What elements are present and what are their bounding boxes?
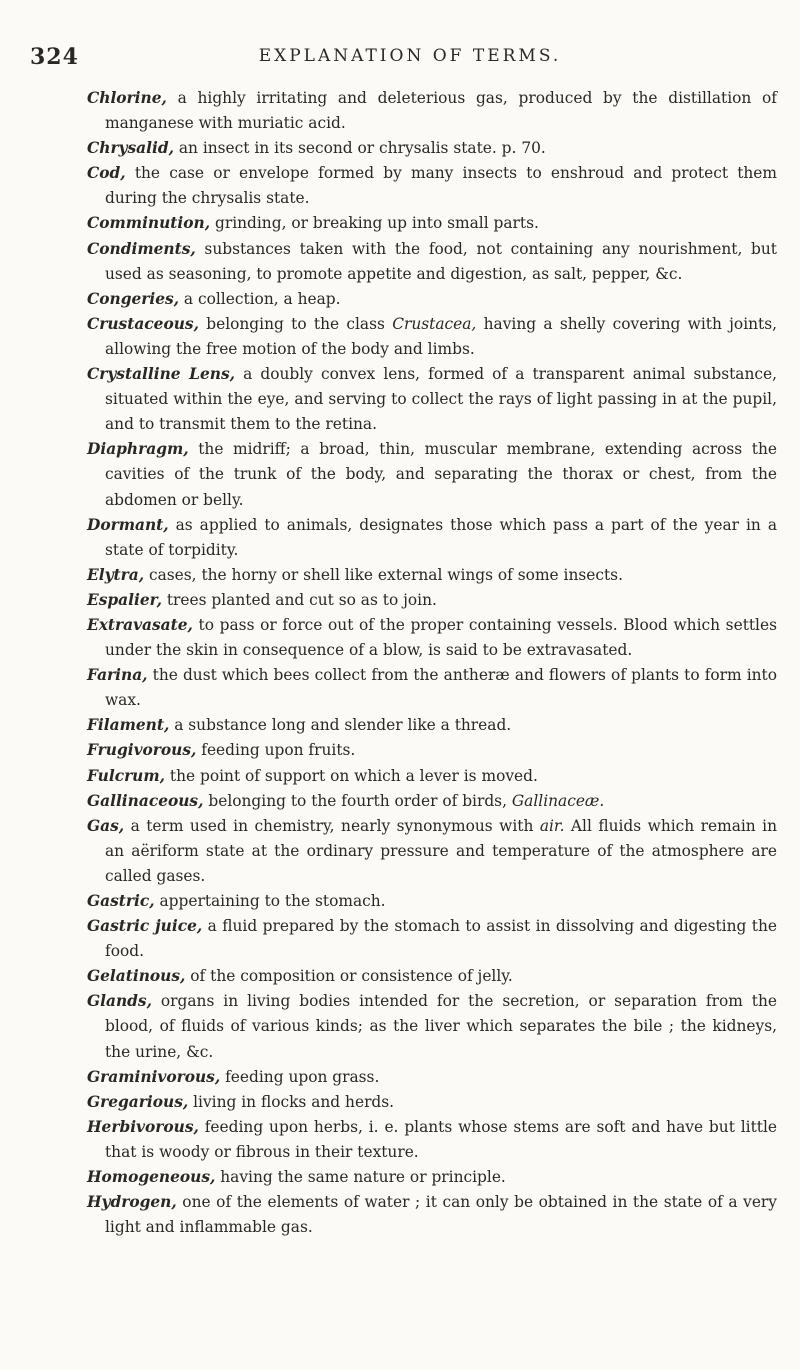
definition-text: an insect in its second or chrysalis state. p. 70. (173, 139, 546, 158)
glossary-term: Gastric, (87, 892, 155, 910)
glossary-term: Cod, (87, 164, 126, 183)
glossary-entry (87, 663, 777, 713)
definition-text: of the composition or consistence of jelly. (185, 967, 513, 986)
glossary-entry (87, 362, 777, 437)
definition-text: to pass or force out of the proper containing vessels. Blood which settles under the skin in consequence of a blow, is said to be extravasated. (105, 615, 777, 660)
glossary-entry (87, 437, 777, 512)
italic-reference: Gallinaceæ. (511, 791, 605, 810)
definition-text: a substance long and slender like a thread. (169, 716, 512, 735)
definition-text: a collection, a heap. (179, 289, 341, 308)
glossary-entry (87, 1115, 777, 1165)
glossary-term: Extravasate, (87, 615, 193, 634)
italic-reference: air. (539, 816, 565, 835)
glossary-entry (87, 1065, 777, 1090)
glossary-entry (87, 764, 777, 789)
definition-text: the case or envelope formed by many insects to enshroud and protect them during the chrysalis state. (105, 164, 777, 208)
glossary-term: Homogeneous, (87, 1168, 216, 1187)
definition-text: substances taken with the food, not containing any nourishment, but used as seasoning, to promote appetite and digestion, as salt, pepper, &c. (105, 239, 777, 283)
definition-text: grinding, or breaking up into small parts. (210, 214, 539, 233)
glossary-entry (87, 287, 777, 312)
glossary-entry (87, 136, 777, 161)
glossary-term: Comminution, (87, 214, 211, 233)
glossary-entry (87, 237, 777, 287)
definition-text: feeding upon fruits. (196, 741, 356, 760)
glossary-entry (87, 1090, 777, 1115)
definition-text: cases, the horny or shell like external wings of some insects. (144, 565, 623, 584)
definition-text: a doubly convex lens, formed of a transparent animal substance, situated within the eye, and serving to collect the rays of light passing in at the pupil, and to transmit them to the retina. (105, 365, 777, 434)
definition-text: living in flocks and herds. (188, 1092, 395, 1111)
glossary-term: Fulcrum, (87, 766, 166, 785)
definition-text: belonging to the class (198, 314, 393, 333)
glossary-entry (87, 914, 777, 964)
definition-text: a fluid prepared by the stomach to assist in dissolving and digesting the food. (105, 917, 777, 961)
glossary-entry (87, 989, 777, 1064)
glossary-term: Hydrogen, (87, 1193, 177, 1212)
definition-text: feeding upon herbs, i. e. plants whose stems are soft and have but little that is woody or fibrous in their texture. (105, 1117, 777, 1161)
definition-text: appertaining to the stomach. (154, 892, 386, 910)
definition-text: the dust which bees collect from the antheræ and flowers of plants to form into wax. (105, 666, 777, 710)
glossary-term: Dormant, (87, 515, 169, 534)
glossary-term: Chrysalid, (87, 139, 174, 158)
glossary-term: Filament, (87, 716, 170, 735)
definition-text: having the same nature or principle. (215, 1168, 506, 1187)
glossary-term: Chlorine, (87, 89, 167, 107)
glossary-entry (87, 513, 777, 563)
glossary-term: Gastric juice, (87, 917, 203, 936)
glossary-entry (87, 713, 777, 738)
definition-text: feeding upon grass. (220, 1067, 380, 1086)
glossary-term: Herbivorous, (87, 1117, 199, 1136)
definition-text: a term used in chemistry, nearly synonymous with (124, 816, 540, 835)
definition-text: having a shelly covering with joints, allowing the free motion of the body and limbs. (105, 314, 778, 358)
glossary-term: Gas, (87, 816, 125, 835)
glossary-term: Crustaceous, (87, 314, 199, 333)
glossary-entry (87, 889, 777, 914)
glossary-term: Condiments, (87, 239, 196, 258)
glossary-entry (87, 211, 777, 236)
glossary-entry (87, 613, 777, 663)
glossary-entry (87, 1165, 777, 1190)
definition-text: one of the elements of water ; it can only be obtained in the state of a very light and inflammable gas. (105, 1193, 777, 1237)
definition-text: belonging to the fourth order of birds, (203, 791, 512, 810)
glossary-entry (87, 814, 777, 889)
glossary-term: Congeries, (87, 289, 180, 308)
definition-text: All fluids which remain in an aëriform state at the ordinary pressure and temperature of the atmosphere are called gases. (105, 816, 777, 885)
glossary-term: Gelatinous, (87, 967, 186, 986)
definition-text: the point of support on which a lever is moved. (165, 766, 538, 785)
definition-text: trees planted and cut so as to join. (161, 590, 437, 609)
glossary-entry (87, 964, 777, 989)
glossary-term: Graminivorous, (87, 1067, 221, 1086)
glossary-term: Farina, (87, 666, 148, 685)
glossary-entry (87, 1190, 777, 1240)
glossary-term: Elytra, (87, 565, 145, 584)
glossary-term: Glands, (87, 992, 152, 1011)
definition-text: as applied to animals, designates those which pass a part of the year in a state of torpidity. (105, 515, 777, 559)
definition-text: a highly irritating and deleterious gas, produced by the distillation of manganese with muriatic acid. (105, 89, 777, 133)
page-number: 324 (30, 44, 79, 70)
glossary-entry (87, 161, 777, 211)
glossary-entry (87, 563, 777, 588)
glossary-entry (87, 312, 777, 362)
running-head: EXPLANATION OF TERMS. (258, 46, 562, 66)
glossary-entry (87, 738, 777, 763)
italic-reference: Crustacea, (392, 314, 477, 333)
definition-text: the midriff; a broad, thin, muscular membrane, extending across the cavities of the trunk of the body, and separating the thorax or chest, from the abdomen or belly. (105, 440, 777, 509)
glossary-entry (87, 588, 777, 613)
glossary-term: Espalier, (87, 590, 162, 609)
glossary-term: Frugivorous, (87, 741, 197, 760)
glossary-term: Gallinaceous, (87, 791, 204, 810)
definition-text: organs in living bodies intended for the secretion, or separation from the blood, of fluids of various kinds; as the liver which separates the bile ; the kidneys, the urine, &c. (105, 992, 777, 1061)
glossary-term: Gregarious, (87, 1092, 189, 1111)
glossary-term: Crystalline Lens, (87, 365, 235, 384)
glossary-entry (87, 789, 777, 814)
glossary-entry (87, 86, 777, 136)
glossary-term: Diaphragm, (87, 440, 189, 459)
glossary-entries (87, 86, 777, 1240)
